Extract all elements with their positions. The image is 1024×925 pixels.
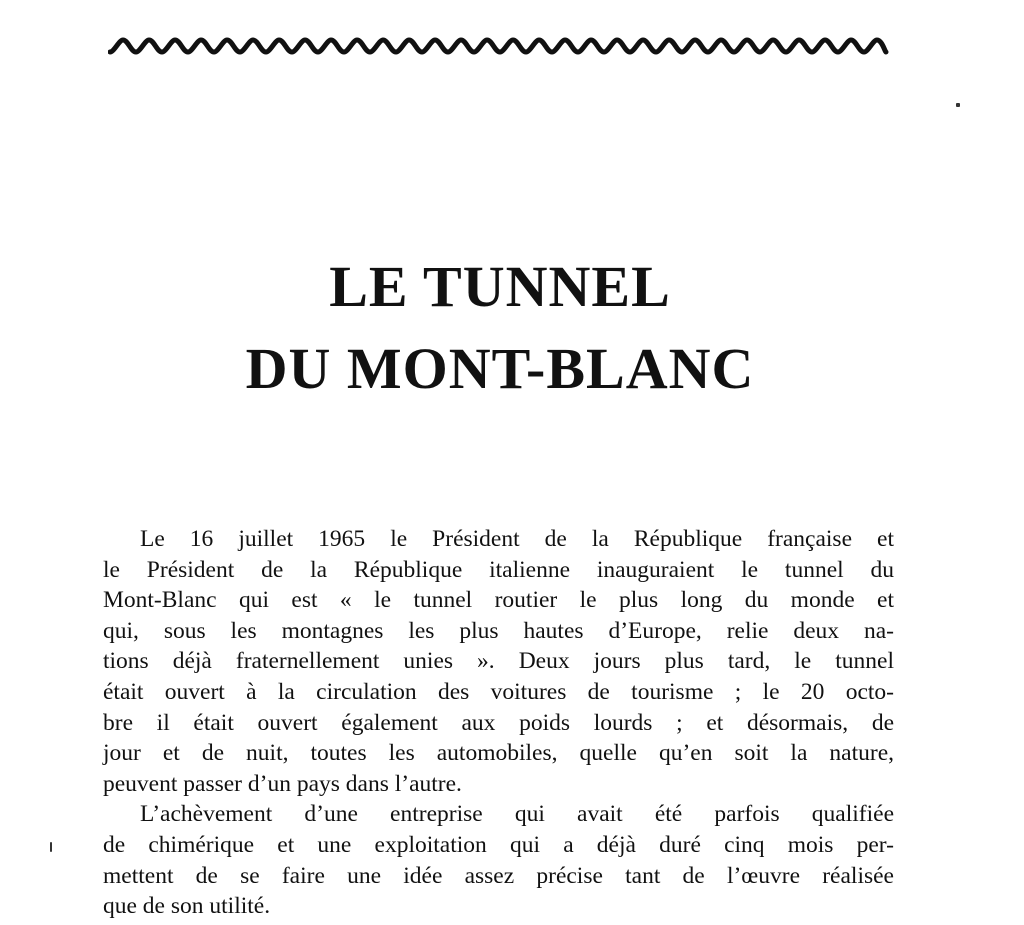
text-line: mettent de se faire une idée assez précise tant de l’œuvre réalisée <box>103 862 894 889</box>
text-line: peuvent passer d’un pays dans l’autre. <box>103 770 462 797</box>
wave-ornament-border <box>108 34 890 56</box>
paragraph-1 <box>103 524 894 799</box>
text-line: était ouvert à la circulation des voitures de tourisme ; le 20 octo- <box>103 678 894 705</box>
title-line-2: DU MONT-BLANC <box>245 336 755 401</box>
paragraph-2 <box>103 799 894 921</box>
text-line: L’achèvement d’une entreprise qui avait été parfois qualifiée <box>140 801 894 828</box>
text-line: le Président de la République italienne inauguraient le tunnel du <box>103 556 894 583</box>
text-line: tions déjà fraternellement unies ». Deux jours plus tard, le tunnel <box>103 648 894 675</box>
text-line: qui, sous les montagnes les plus hautes d’Europe, relie deux na- <box>103 617 894 644</box>
article-body <box>103 524 894 922</box>
text-line: jour et de nuit, toutes les automobiles, quelle qu’en soit la nature, <box>103 740 894 767</box>
text-line: de chimérique et une exploitation qui a déjà duré cinq mois per- <box>103 831 894 858</box>
wave-ornament-path <box>110 40 886 52</box>
title-line-1: LE TUNNEL <box>329 254 671 319</box>
text-line: Le 16 juillet 1965 le Président de la République française et <box>140 526 894 552</box>
stray-print-mark <box>50 842 52 852</box>
text-line: Mont-Blanc qui est « le tunnel routier le plus long du monde et <box>103 587 894 614</box>
stray-print-mark <box>956 103 960 107</box>
text-line: que de son utilité. <box>103 893 271 920</box>
text-line: bre il était ouvert également aux poids lourds ; et désormais, de <box>103 709 894 736</box>
